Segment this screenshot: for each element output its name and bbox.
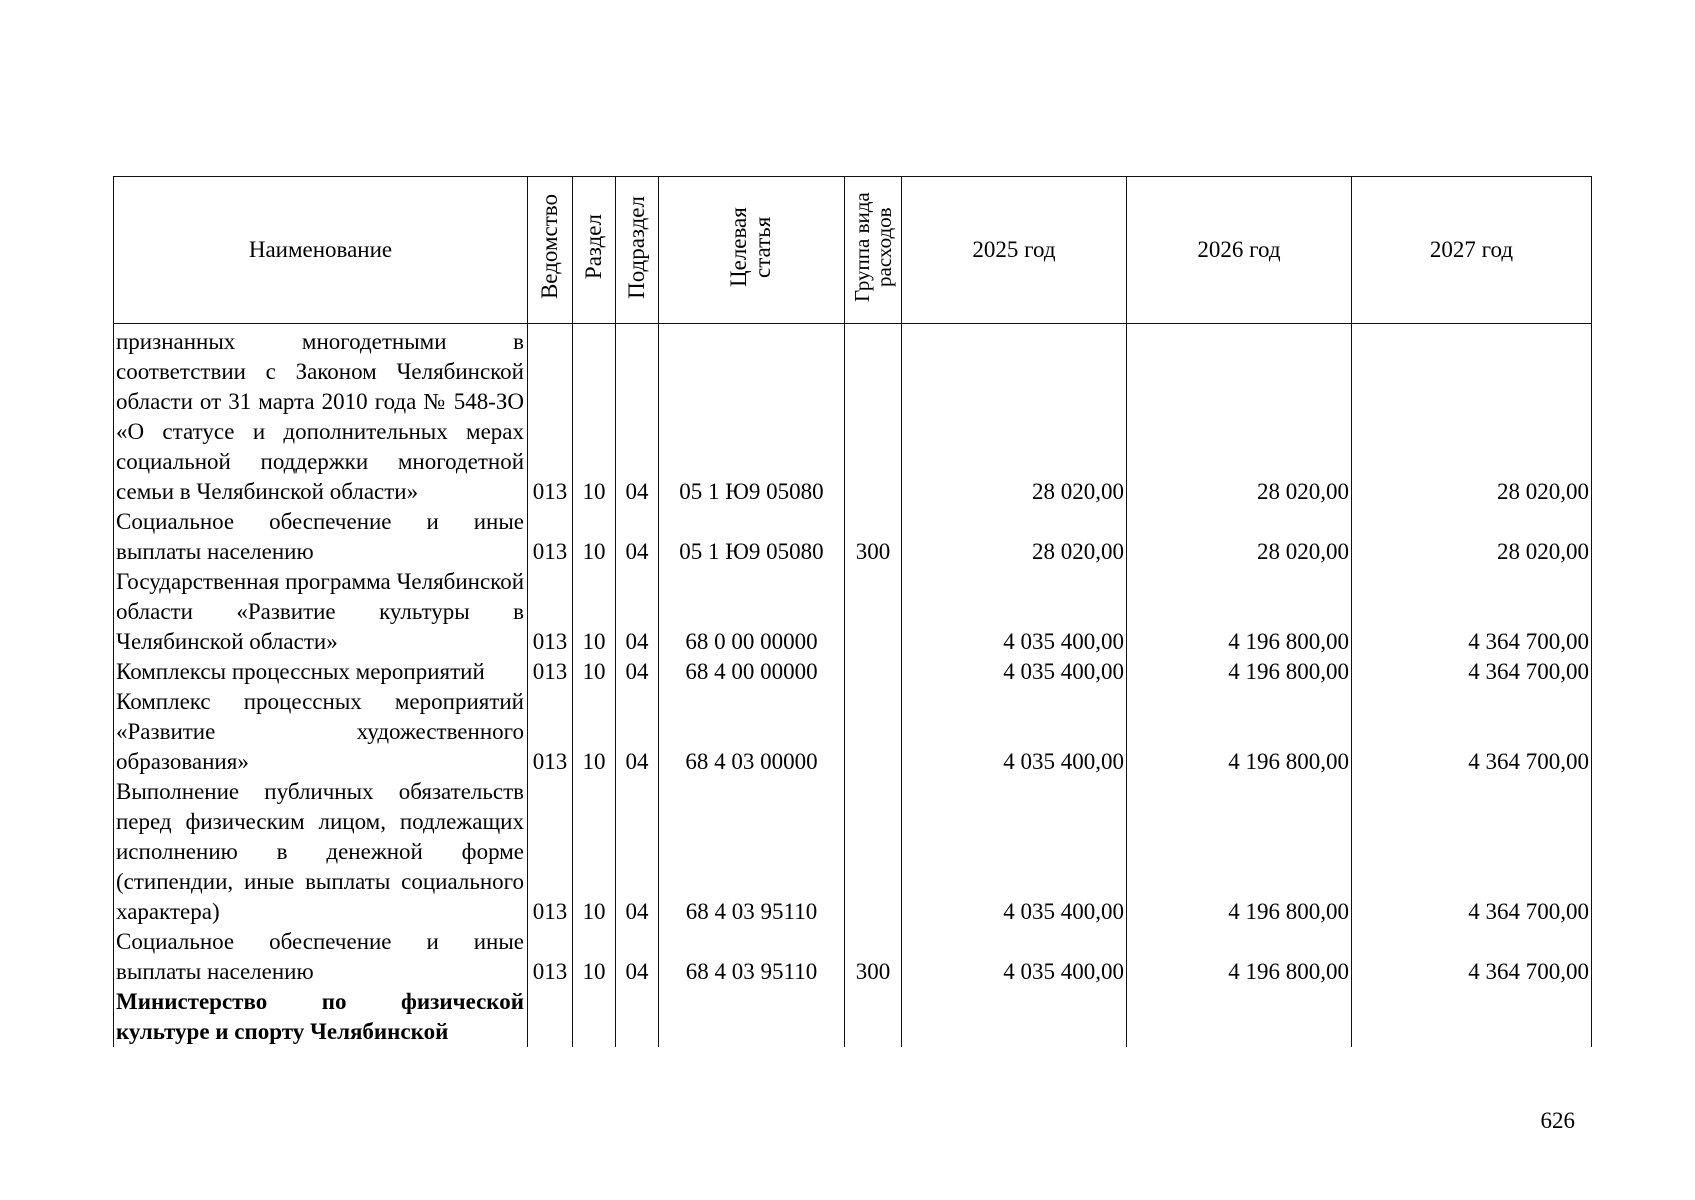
page-number: 626 [1540, 1108, 1575, 1133]
cell-gruppa [845, 657, 902, 687]
cell-2025: 28 020,00 [902, 507, 1127, 567]
cell-podrazdel: 04 [616, 687, 659, 777]
cell-razdel: 10 [573, 567, 616, 657]
cell-gruppa [845, 567, 902, 657]
cell-name: Социальное обеспечение и иные выплаты населению [114, 927, 528, 987]
cell-podrazdel: 04 [616, 567, 659, 657]
table-row [114, 324, 1592, 508]
header-2026: 2026 год [1127, 177, 1352, 324]
cell-gruppa: 300 [845, 927, 902, 987]
header-celevaya: Целевая статья [659, 177, 845, 324]
header-2027: 2027 год [1352, 177, 1592, 324]
cell-2025: 4 035 400,00 [902, 777, 1127, 927]
table-row [114, 567, 1592, 657]
cell-vedomstvo: 013 [528, 687, 573, 777]
cell-2026: 4 196 800,00 [1127, 687, 1352, 777]
cell-razdel: 10 [573, 657, 616, 687]
header-razdel: Раздел [573, 177, 616, 324]
header-name: Наименование [114, 177, 528, 324]
header-gruppa: Группа вида расходов [845, 177, 902, 324]
table-row [114, 657, 1592, 687]
cell-razdel: 10 [573, 687, 616, 777]
cell-vedomstvo: 013 [528, 567, 573, 657]
cell-name: Комплексы процессных мероприятий [114, 657, 528, 687]
cell-2027: 4 364 700,00 [1352, 777, 1592, 927]
cell-name: Комплекс процессных мероприятий «Развитие художественного образования» [114, 687, 528, 777]
table-row [114, 687, 1592, 777]
cell-razdel: 10 [573, 777, 616, 927]
cell-2026: 4 196 800,00 [1127, 777, 1352, 927]
table-row [114, 927, 1592, 987]
cell-2026 [1127, 987, 1352, 1047]
cell-celevaya: 05 1 Ю9 05080 [659, 507, 845, 567]
cell-vedomstvo: 013 [528, 777, 573, 927]
cell-vedomstvo: 013 [528, 927, 573, 987]
cell-2027: 28 020,00 [1352, 324, 1592, 508]
cell-razdel: 10 [573, 507, 616, 567]
cell-2025: 28 020,00 [902, 324, 1127, 508]
cell-2027: 4 364 700,00 [1352, 567, 1592, 657]
cell-name: Государственная программа Челябинской области «Развитие культуры в Челябинской области» [114, 567, 528, 657]
header-2025: 2025 год [902, 177, 1127, 324]
cell-celevaya [659, 987, 845, 1047]
header-vedomstvo: Ведомство [528, 177, 573, 324]
cell-gruppa [845, 987, 902, 1047]
cell-gruppa [845, 687, 902, 777]
table-row [114, 507, 1592, 567]
cell-2027: 4 364 700,00 [1352, 687, 1592, 777]
cell-gruppa: 300 [845, 507, 902, 567]
cell-2025: 4 035 400,00 [902, 687, 1127, 777]
cell-razdel: 10 [573, 324, 616, 508]
cell-2027: 4 364 700,00 [1352, 657, 1592, 687]
cell-2026: 28 020,00 [1127, 507, 1352, 567]
cell-2027 [1352, 987, 1592, 1047]
cell-2026: 4 196 800,00 [1127, 657, 1352, 687]
cell-celevaya: 68 4 03 95110 [659, 777, 845, 927]
header-podrazdel: Подраздел [616, 177, 659, 324]
header-row [114, 177, 1592, 324]
cell-razdel [573, 987, 616, 1047]
cell-podrazdel: 04 [616, 927, 659, 987]
cell-podrazdel: 04 [616, 777, 659, 927]
cell-celevaya: 68 0 00 00000 [659, 567, 845, 657]
cell-podrazdel: 04 [616, 507, 659, 567]
cell-2025: 4 035 400,00 [902, 567, 1127, 657]
cell-podrazdel [616, 987, 659, 1047]
cell-vedomstvo: 013 [528, 657, 573, 687]
cell-name: признанных многодетными в соответствии с Законом Челябинской области от 31 марта 2010 года № 548-ЗО «О статусе и дополнительных мерах социальной поддержки многодетной семьи в Челябинской области» [114, 324, 528, 508]
cell-2025 [902, 987, 1127, 1047]
cell-2026: 28 020,00 [1127, 324, 1352, 508]
cell-razdel: 10 [573, 927, 616, 987]
cell-celevaya: 68 4 03 95110 [659, 927, 845, 987]
cell-name: Социальное обеспечение и иные выплаты населению [114, 507, 528, 567]
cell-2025: 4 035 400,00 [902, 657, 1127, 687]
cell-name: Выполнение публичных обязательств перед физическим лицом, подлежащих исполнению в денежной форме (стипендии, иные выплаты социального характера) [114, 777, 528, 927]
table-row [114, 777, 1592, 927]
cell-celevaya: 68 4 00 00000 [659, 657, 845, 687]
cell-vedomstvo [528, 987, 573, 1047]
cell-2025: 4 035 400,00 [902, 927, 1127, 987]
cell-2027: 4 364 700,00 [1352, 927, 1592, 987]
cell-2026: 4 196 800,00 [1127, 927, 1352, 987]
cell-podrazdel: 04 [616, 657, 659, 687]
table-row [114, 987, 1592, 1047]
cell-celevaya: 05 1 Ю9 05080 [659, 324, 845, 508]
cell-2027: 28 020,00 [1352, 507, 1592, 567]
cell-vedomstvo: 013 [528, 324, 573, 508]
cell-2026: 4 196 800,00 [1127, 567, 1352, 657]
cell-vedomstvo: 013 [528, 507, 573, 567]
budget-table [113, 176, 1592, 1047]
cell-name: Министерство по физической культуре и спорту Челябинской [114, 987, 528, 1047]
cell-gruppa [845, 777, 902, 927]
cell-podrazdel: 04 [616, 324, 659, 508]
cell-gruppa [845, 324, 902, 508]
cell-celevaya: 68 4 03 00000 [659, 687, 845, 777]
